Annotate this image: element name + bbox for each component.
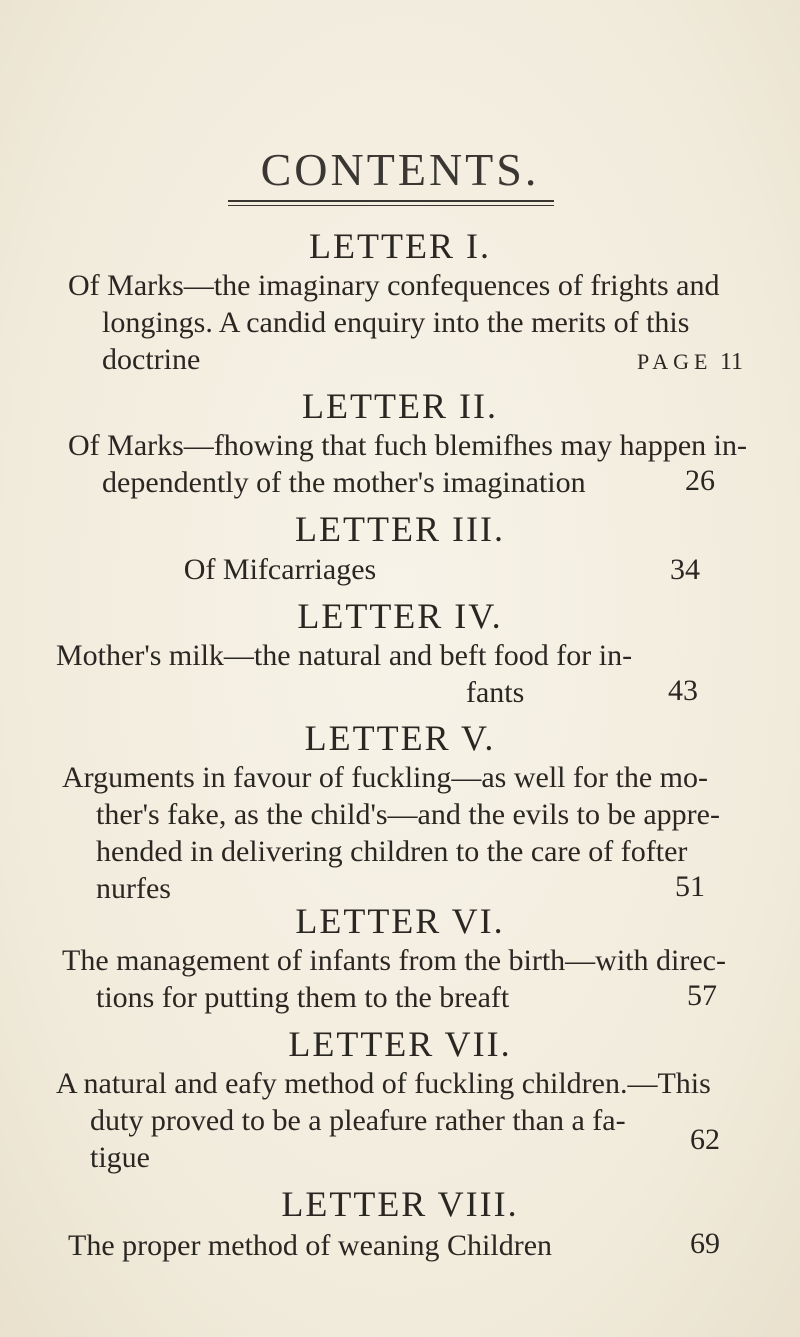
- letter-7-line-1: A natural and eafy method of fuckling children.—This: [56, 1067, 711, 1100]
- letter-1-line-3: doctrine: [102, 343, 201, 376]
- letter-2-heading: LETTER II.: [302, 386, 498, 426]
- letter-4-summary: [56, 637, 706, 711]
- letter-6-line-2: tions for putting them to the breaft: [96, 981, 510, 1014]
- page-label: PAGE: [637, 349, 713, 374]
- letter-4-line-1: Mother's milk—the natural and beft food for in-: [56, 639, 633, 672]
- letter-4-page: 43: [668, 674, 698, 707]
- letter-2-line-2: dependently of the mother's imagination: [102, 466, 586, 499]
- letter-4-heading: LETTER IV.: [297, 596, 503, 636]
- letter-4-line-2: fants: [466, 676, 525, 709]
- letter-3-page: 34: [670, 553, 700, 586]
- letter-5-line-4: nurfes: [96, 872, 171, 905]
- title-rule: [228, 200, 554, 202]
- letter-6-page: 57: [687, 979, 717, 1012]
- letter-1-page-number: 11: [719, 349, 744, 375]
- letter-5-line-1: Arguments in favour of fuckling—as well for the mo-: [62, 761, 708, 794]
- letter-1-page: [637, 343, 743, 377]
- letter-5-line-3: hended in delivering children to the care of fofter: [96, 835, 688, 868]
- letter-3-line-1: Of Mifcarriages: [183, 553, 377, 586]
- letter-1-line-1: Of Marks—the imaginary confequences of frights and: [68, 269, 720, 302]
- letter-8-summary: [68, 1227, 718, 1264]
- letter-8-heading: LETTER VIII.: [281, 1184, 519, 1224]
- letter-7-line-2: duty proved to be a pleafure rather than a fa-: [90, 1104, 626, 1137]
- letter-1-heading: LETTER I.: [309, 226, 491, 266]
- letter-5-page: 51: [675, 870, 705, 903]
- letter-6-summary: [62, 942, 726, 1016]
- letter-2-page: 26: [685, 464, 715, 497]
- letter-2-summary: [68, 427, 747, 501]
- letter-6-line-1: The management of infants from the birth—with direc-: [62, 944, 726, 977]
- letter-8-line-1: The proper method of weaning Children: [68, 1229, 553, 1262]
- letter-2-line-1: Of Marks—fhowing that fuch blemifhes may happen in-: [68, 429, 747, 462]
- letter-5-summary: [62, 759, 720, 907]
- page-title: CONTENTS.: [260, 144, 540, 195]
- letter-3-heading: LETTER III.: [295, 509, 505, 549]
- title-rule-thin: [228, 205, 554, 206]
- letter-8-page: 69: [690, 1227, 720, 1260]
- letter-7-line-3: tigue: [90, 1141, 150, 1174]
- letter-7-page: 62: [690, 1123, 720, 1156]
- letter-6-heading: LETTER VI.: [295, 901, 505, 941]
- letter-7-summary: [56, 1065, 711, 1176]
- letter-1-line-2: longings. A candid enquiry into the merits of this: [102, 306, 690, 339]
- letter-5-heading: LETTER V.: [304, 718, 496, 758]
- letter-7-heading: LETTER VII.: [288, 1024, 512, 1064]
- letter-5-line-2: ther's fake, as the child's—and the evils to be appre-: [96, 798, 720, 831]
- letter-1-summary: [68, 267, 718, 378]
